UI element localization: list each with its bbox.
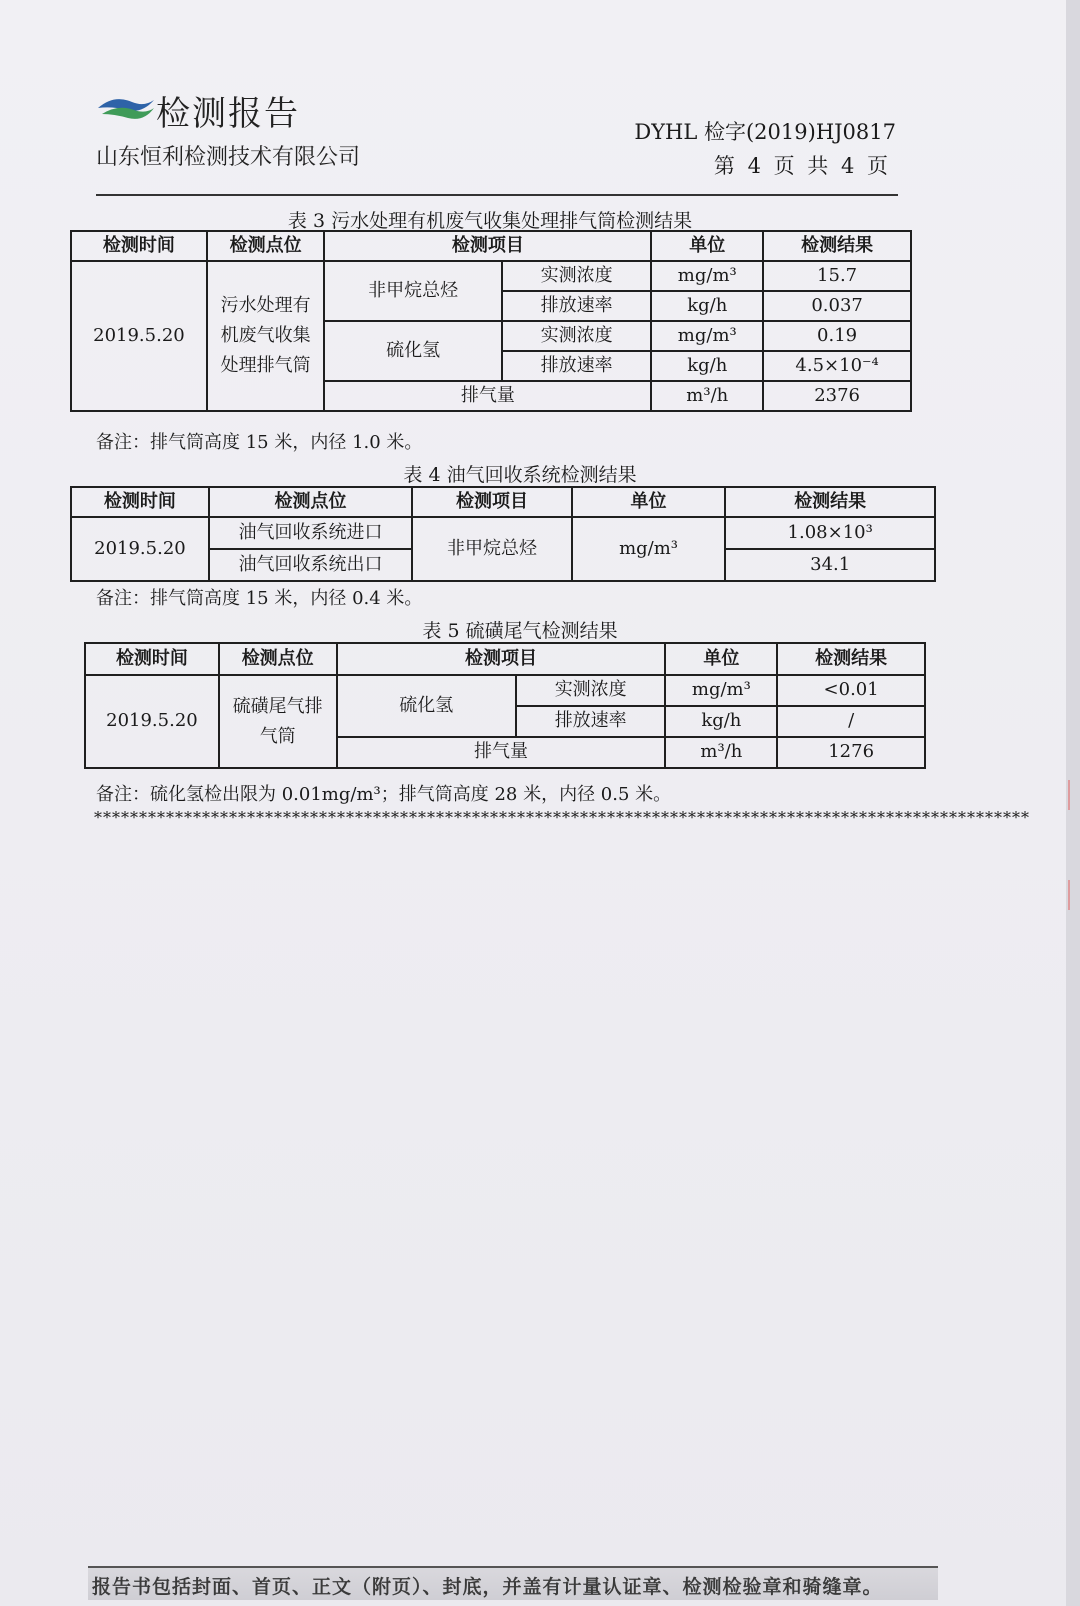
company-name: 山东恒利检测技术有限公司 — [96, 145, 361, 170]
header-cell: 单位 — [572, 487, 726, 517]
exhaust-label-cell: 排气量 — [337, 737, 666, 768]
table-header-row — [71, 487, 935, 517]
header-cell: 检测点位 — [219, 643, 337, 675]
header-cell: 检测项目 — [324, 231, 651, 261]
table4 — [70, 486, 936, 582]
header-cell: 单位 — [651, 231, 763, 261]
item-cell: 硫化氢 — [324, 321, 501, 381]
table3-note: 备注：排气筒高度 15 米，内径 1.0 米。 — [96, 432, 423, 453]
table-row — [71, 261, 911, 291]
unit-cell: m³/h — [651, 381, 763, 411]
unit-cell: mg/m³ — [572, 517, 726, 581]
header-divider — [96, 194, 898, 196]
table-row — [85, 675, 925, 706]
param-cell: 排放速率 — [502, 351, 652, 381]
result-cell: <0.01 — [777, 675, 925, 706]
header-cell: 检测时间 — [85, 643, 219, 675]
point-cell: 硫磺尾气排气筒 — [219, 675, 337, 768]
date-cell: 2019.5.20 — [85, 675, 219, 768]
exhaust-label-cell: 排气量 — [324, 381, 651, 411]
result-cell: 4.5×10⁻⁴ — [763, 351, 911, 381]
point-cell: 油气回收系统进口 — [209, 517, 412, 549]
param-cell: 实测浓度 — [516, 675, 666, 706]
result-cell: 0.037 — [763, 291, 911, 321]
item-cell: 硫化氢 — [337, 675, 516, 737]
company-logo-icon — [96, 92, 156, 124]
result-cell: 1.08×10³ — [725, 517, 935, 549]
result-cell: 1276 — [777, 737, 925, 768]
report-title: 检测报告 — [156, 94, 300, 134]
table-header-row — [71, 231, 911, 261]
unit-cell: kg/h — [651, 351, 763, 381]
param-cell: 排放速率 — [502, 291, 652, 321]
table3-caption: 表 3 污水处理有机废气收集处理排气筒检测结果 — [287, 210, 693, 232]
header-cell: 检测时间 — [71, 487, 209, 517]
table4-note: 备注：排气筒高度 15 米，内径 0.4 米。 — [96, 588, 423, 609]
table-row — [71, 517, 935, 549]
unit-cell: kg/h — [651, 291, 763, 321]
unit-cell: mg/m³ — [665, 675, 777, 706]
point-cell: 污水处理有机废气收集处理排气筒 — [207, 261, 325, 411]
table3 — [70, 230, 912, 412]
table5-note: 备注：硫化氢检出限为 0.01mg/m³；排气筒高度 28 米，内径 0.5 米。 — [96, 784, 672, 805]
result-cell: 34.1 — [725, 549, 935, 581]
unit-cell: m³/h — [665, 737, 777, 768]
param-cell: 排放速率 — [516, 706, 666, 737]
unit-cell: mg/m³ — [651, 321, 763, 351]
date-cell: 2019.5.20 — [71, 261, 207, 411]
item-cell: 非甲烷总烃 — [324, 261, 501, 321]
result-cell: 15.7 — [763, 261, 911, 291]
seal-edge-mark — [1068, 880, 1078, 910]
result-cell: / — [777, 706, 925, 737]
result-cell: 2376 — [763, 381, 911, 411]
seal-edge-mark — [1068, 780, 1078, 810]
header-cell: 检测项目 — [412, 487, 572, 517]
point-cell: 油气回收系统出口 — [209, 549, 412, 581]
page-indicator: 第 4 页 共 4 页 — [713, 154, 888, 178]
header-cell: 检测点位 — [207, 231, 325, 261]
date-cell: 2019.5.20 — [71, 517, 209, 581]
header-cell: 检测结果 — [725, 487, 935, 517]
table5-caption: 表 5 硫磺尾气检测结果 — [422, 620, 618, 642]
result-cell: 0.19 — [763, 321, 911, 351]
end-separator: ******************************************************************************************************** — [94, 808, 1030, 827]
report-number: DYHL 检字(2019)HJ0817 — [634, 120, 896, 144]
table4-caption: 表 4 油气回收系统检测结果 — [403, 464, 637, 486]
report-header — [96, 86, 896, 196]
unit-cell: kg/h — [665, 706, 777, 737]
header-cell: 检测时间 — [71, 231, 207, 261]
header-cell: 检测点位 — [209, 487, 412, 517]
param-cell: 实测浓度 — [502, 321, 652, 351]
param-cell: 实测浓度 — [502, 261, 652, 291]
header-cell: 检测项目 — [337, 643, 666, 675]
header-cell: 单位 — [665, 643, 777, 675]
header-cell: 检测结果 — [763, 231, 911, 261]
unit-cell: mg/m³ — [651, 261, 763, 291]
table-header-row — [85, 643, 925, 675]
item-cell: 非甲烷总烃 — [412, 517, 572, 581]
footer-statement: 报告书包括封面、首页、正文（附页）、封底，并盖有计量认证章、检测检验章和骑缝章。 — [92, 1576, 883, 1598]
table5 — [84, 642, 926, 769]
header-cell: 检测结果 — [777, 643, 925, 675]
